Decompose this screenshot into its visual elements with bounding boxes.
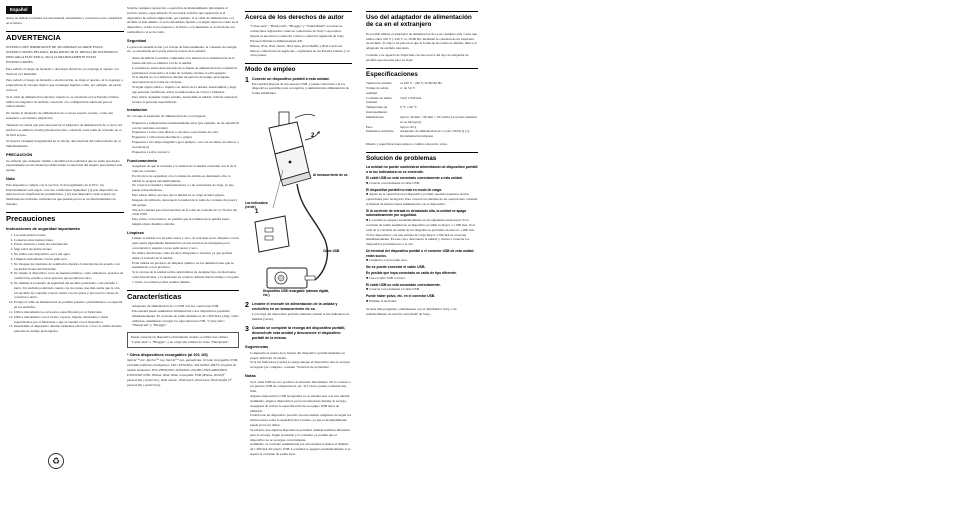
nota-text: Este dispositivo cumple con la sección 15 del reglamento de la FCC. Su funcionamiento está sujeto a las dos condiciones siguientes: (1) este dispositivo no debe provocar interferencias perjudiciales, y (2) este dispositivo debe aceptar las interferencias recibidas, incluidas las que puedan provocar un funcionamiento no deseado. <box>6 182 119 206</box>
list-item: • Para retirar cualquier objeto extraño, desenchufe la unidad. Solicite asistencia técnica al personal especializado. <box>132 95 239 105</box>
step-1-title: Conecte un dispositivo portátil a esta unidad. <box>251 76 330 81</box>
list-item: 9. No elimine el propósito de seguridad del enchufe polarizado o del enchufe a tierra. Un enchufe polarizado cuenta con dos patas, una más ancha que la otra. Un enchufe de conexión a tierra cuenta con dos patas y una tercera clavija de conexión a tierra. <box>14 281 124 300</box>
step-2 <box>245 302 352 324</box>
spec-key: Corriente de salida nominal <box>366 95 392 105</box>
list-item: 11. Utilice únicamente los accesorios especificados por el fabricante. <box>14 310 124 315</box>
usb-problem-heading: No se puede conectar el cable USB. <box>366 265 426 270</box>
list-item: • Antes de utilizar la unidad, compruebe si la tensión de la alimentación de la fuente eléctrica es idéntica a la de la unidad. <box>132 56 239 66</box>
list-item: • Tire de la unidad para desconectarla de la toma de corriente de ca. No tire del cable USB. <box>132 208 239 218</box>
instalacion-intro: No coloque el adaptador de alimentación de ca en lugares: <box>127 114 207 118</box>
list-item: • Expuestos a un campo magnético (por ejemplo, cerca de un imán, un altavoz o un televisor) <box>132 140 239 150</box>
label-tomacorriente: Al tomacorriente de ca <box>313 173 348 178</box>
step-1 <box>245 77 352 99</box>
list-item: 6. Límpielo únicamente con un paño seco. <box>14 257 124 262</box>
advertencia-heading: ADVERTENCIA <box>6 31 124 42</box>
list-item: 10. Proteja el cable de alimentación de posibles pisadas o pinzamientos, en especial en los enchufes. <box>14 300 124 310</box>
language-tab: Español <box>6 6 32 14</box>
list-item: • No utilice disolventes como alcohol, diluyentes o bencina, ya que podrían dañar el acabado de la unidad. <box>132 251 239 261</box>
list-item: • La unidad no estará desconectada de la fuente de alimentación de ca mientras permanezca conectada a la toma de corriente, incluso si está apagada. <box>132 66 239 76</box>
list-item: • Si el cable USB de otro producto es devuelto únicamente. No lo conecte a los puertos USB de computadoras, etc. Si lo hace, puede ocasionar una falla. <box>250 380 352 394</box>
indicator-light-icon <box>289 161 292 164</box>
list-item: • Esta unidad puede suministrar alimentación a dos dispositivos portátiles simultáneamente. Es corriente de salida máxima es de 1 000 mA (1,0A), como utilizarse, suministrar recargar los reproductores USB, "Cyber-shot", "Handycam" y "Bloggie". <box>132 309 239 328</box>
list-item: 1. Lea estas instrucciones. <box>14 233 124 238</box>
spec-value: cc de 5.0 V <box>400 85 416 90</box>
precauciones-heading: Precauciones <box>6 212 124 223</box>
especificaciones-heading: Especificaciones <box>366 68 478 78</box>
nota-heading: Nota <box>6 176 15 182</box>
solucion-intro: La unidad no puede suministrar alimentación al dispositivo portátil o la luz indicadora no se enciende. <box>366 165 478 175</box>
column-1 <box>6 6 124 502</box>
notas-heading: Notas <box>245 373 256 379</box>
problem-solution: ■ Elimine la suciedad. <box>366 299 478 304</box>
list-item: • No conecte la unidad a transformadores o a un convertidor de viaje, ya que puede sobrecalentarse. <box>132 183 239 193</box>
precaucion-heading: PRECAUCIÓN <box>6 152 33 158</box>
uso-extranjero-text: Es posible utilizar el adaptador de alimentación de ca en cualquier país o área que utilice entre 100 V y 240 V ca, 50/60 Hz, mediante la conexión de un adaptador de enchufe. Si viaja a un país en el que la forma de las tomas es distinta, utilice el adaptador de enchufe adecuado. <box>366 31 477 51</box>
limpieza-list <box>127 236 239 284</box>
list-item: • Para retirar daños, procure que la unidad no se caiga ni sufra golpes. <box>132 193 239 198</box>
adapter-bottom-icon <box>255 216 289 252</box>
spec-row <box>366 115 478 125</box>
modo-heading: Modo de empleo <box>245 63 352 73</box>
step-1-text: Esta unidad dispone de dos puertos USB, y puede conectarse a él los dispositivos portátiles para recargarlos y suministrarles alimentación de forma simultánea. <box>251 81 349 96</box>
problem-solution: ■ Conecte correctamente el cable USB. <box>366 287 478 292</box>
list-item: • Después de utilizarlo, desconecte la unidad de la toma de corriente de pared y del equipo. <box>132 198 239 208</box>
specs-table <box>366 81 478 139</box>
problem-solution: ■ Ajuste en la operación en el dispositivo portátil, pueden requerirse ciertas operaciones para recargarlo. Para conocer los detalles de las operaciones, consulte el manual de instrucciones suministrado con el dispositivo. <box>366 192 478 206</box>
uso-extranjero-text-2: Consulte a su agencia de viajes más cercana acerca del tipo de adaptador de enchufe que necesita para su viaje. <box>366 53 469 62</box>
advertencia-p1: Para reducir el riesgo de incendio o descargas eléctricas, no exponga el aparato a la lluvia ni a la humedad. <box>6 66 119 76</box>
list-item: • Asimismo, la corriente suministrada por esta unidad es menor al mínimo de 1 000 mA del puerto USB. La unidad se apagará automáticamente si se supera la corriente de salida total. <box>250 442 352 456</box>
usage-illustration <box>245 100 352 300</box>
seguridad-intro: La placa de identificación y el voltaje de funcionamiento, el consumo de energía, etc. se encuentran en la parte exterior trasera de la unidad. <box>127 44 238 54</box>
list-item: • Expuestos a vibraciones mecánicas o golpes <box>132 135 239 140</box>
spec-row <box>366 86 478 96</box>
spec-row <box>366 105 478 115</box>
adapter-figure <box>245 100 352 300</box>
spec-value: ca 100 V - 240 V, 50 Hz/60 Hz <box>400 81 442 86</box>
label-luz-indicadora: Luz indicadora (verde) <box>245 201 268 209</box>
list-item: 12. Utilice únicamente con el carrito, soporte, trípode, abrazadera o mesa especificados por el fabricante o que se vendan con el dispositivo. <box>14 315 124 325</box>
caracteristicas-heading: Características <box>127 290 239 301</box>
spec-key: Peso <box>366 124 373 129</box>
otros-dispositivos-heading: * Otros dispositivos recargables (al 201 1/9) <box>127 351 208 357</box>
advertencia-p5: Teniendo en cuenta que para desconectar el adaptador de alimentación de ca de la red eléctrica se utiliza la clavija principal de éste, conéctela a una toma de corriente de ca de fácil acceso. <box>6 122 122 137</box>
step-2-number: 2 <box>245 302 249 310</box>
spec-value: Aprox. 65 g <box>400 124 417 129</box>
list-item: 8. No instale el dispositivo cerca de fuentes térmicas, como radiadores, aparatos de calefacción, estufas u otros aparatos que produzcan calor. <box>14 271 124 281</box>
list-item: • Si la carcasa de la unidad recibe salpicaduras de cualquier tipo de disolvente, como insecticidas, y la presionan en contacto durante mucho tiempo con goma o vinilo, el acabado podría resultar dañado. <box>132 270 239 284</box>
list-item: • Si la unidad no va a utilizarse durante un período de tiempo prolongado, desconéctela de la toma de corriente. <box>132 75 239 85</box>
step-2-text: La recarga del dispositivo portátil comienza cuando la luz indicadora se ilumina (verde). <box>251 312 350 322</box>
list-item: 7. No bloquee las aberturas de ventilación. Realice la instalación de acuerdo con las instrucciones del fabricante. <box>14 262 124 272</box>
list-item: • Asegúrese de que la corriente y la tensión de la unidad coincidan con la de la toma de corriente. <box>132 164 239 174</box>
funcionamiento-heading: Funcionamiento <box>127 157 158 163</box>
list-item: • Xperia es una marca comercial o marca comercial registrada de Sony Ericsson Mobile Communications AB. <box>250 34 352 44</box>
final-text: Si tiene más preguntas, comuníquese con el distribuidor Sony o un establecimiento de servicio autorizado de Sony. <box>366 306 457 316</box>
problem-title: El cable USB no está conectado correctamente. <box>366 282 441 287</box>
intro-text: Antes de utilizar la unidad, lea este manual atentamente y consérvelo para consultarlo en el futuro. <box>6 16 123 26</box>
spec-row <box>366 96 478 106</box>
problem-solution: ■ La unidad se apagará automáticamente en las siguientes situaciones: Si la corriente de salida nominal de su dispositivo portátil es mayor a 1 000 mA. Si el total de la corriente de salida de los dispositivos portátiles excede los 1 000 mA. Si dos dispositivos con una entrada de carga mayor a 500 mA se conectan simultáneamente. En este caso, desconecte la unidad y vuelva a conectar los dispositivos portátiles uno a la vez. <box>366 218 478 247</box>
acerca-heading: Acerca de los derechos de autor <box>245 11 352 21</box>
list-item: • Expuestos a polvo excesivo <box>132 150 239 155</box>
instalacion-list <box>127 121 239 155</box>
step-2-title: Levante el enchufe de alimentación de la unidad y enchúfelo en un tomacorriente de ca. <box>251 302 338 312</box>
list-item: 2. Conserve estas instrucciones. <box>14 238 124 243</box>
label-cable-usb: Cable USB <box>323 249 340 254</box>
list-item: • Si advierte que algunos dispositivos portátiles utilizan nombres diferentes para la recarga. Según la tensión y la corriente, es posible que el dispositivo no se recargue correctamente. <box>250 428 352 442</box>
spec-key: Voltaje de salida nominal <box>366 85 389 95</box>
advertencia-p2: Para reducir el riesgo de incendio o electrocución, no moje el aparato, ni lo exponga a salpicaduras ni coloque objetos que contengan líquidos como, por ejemplo, un jarrón sobre él. <box>6 78 123 92</box>
step-1-number: 1 <box>245 76 249 84</box>
spec-value: Adaptador de alimentación de ca (AC-UUD11) (1), Documentación impresa <box>400 129 470 139</box>
list-item: 3. Preste atención a todas las advertencias. <box>14 242 124 247</box>
list-item: • Si la luz indicadora (verde) se apaga aunque el dispositivo aún no se haya recargado por completo, consulte "Solución de problemas". <box>250 360 352 370</box>
list-item: • iPhone, iPod, iPod classic, iPod nano, iPod shuffle y iPod touch son marcas comerciales de Apple Inc., registradas en los Estados Unidos y en otros países. <box>250 44 352 58</box>
spec-row <box>366 129 478 139</box>
problem-solution: ■ Conecte correctamente el cable USB. <box>366 181 478 186</box>
precaucion-text: Se advierte que cualquier cambio o modificación realizados que no estén aprobados expresamente en este manual podrían anular la autoridad del usuario para utilizar este equipo. <box>6 158 123 173</box>
spec-key: Elementos incluidos <box>366 129 394 134</box>
problem-title: Es posible que haya conectado un cable de tipo diferente. <box>366 271 457 276</box>
solucion-heading: Solución de problemas <box>366 152 478 162</box>
figure-callout-2: 2 <box>311 133 315 140</box>
problem-title: El cable USB no está conectado correctamente a esta unidad. <box>366 176 463 181</box>
funcionamiento-list <box>127 164 239 227</box>
otros-dispositivos-text: Xperia™ arc, Xperia™ ray, Xperia™ neo, gamalienta. Si hubo recargables USB, incluidos teléfonos inteligentes: DSC-TX10/DSC-WX10/DSC-HX7V, sin pilas de modos manuales: DSC-HX9V/DSC-WX9/DSC-TX100V, NWZ-A860/NWZ-E450/NWZ-S760. iPhone, iPod, iPad, recargable USB (iPhone, iPod (6ª generación y posterior), iPod classic, iPod touch, iPod nano, iPod shuffle (3ª generación y posterior)). <box>127 358 238 387</box>
problem-title: Puede haber polvo, etc. en el conector USB. <box>366 294 436 299</box>
list-item: • Evite utilizar un producto de limpieza químico en las inmediaciones que se suministran con el producto. <box>132 261 239 271</box>
list-item: • Por motivos de seguridad, si la corriente de entrada es demasiado alta, la unidad se apagará automáticamente. <box>132 174 239 184</box>
list-item: 5. No utilice este dispositivo cerca del agua. <box>14 252 124 257</box>
step-3-number: 3 <box>245 325 249 333</box>
spec-key: Dimensiones <box>366 114 384 119</box>
column-3 <box>245 6 352 502</box>
list-item: • Expuestos a la luz solar directa o cercanos a una fuente de calor <box>132 130 239 135</box>
list-item: • Compruebe el estado de la batería del dispositivo portátil mediante su propio indicador de estado. <box>250 351 352 361</box>
problem-title: Un terminal del dispositivo portátil o el conector USB de esta unidad están sucios. <box>366 249 474 258</box>
list-item: • Limpie la unidad con un paño suave y seco. Si está muy sucia, límpiela con un paño suave ligeramente humedecido en una solución de detergente poco concentrada y séquela con un paño suave y seco. <box>132 236 239 250</box>
problem-title: El dispositivo portátil no está en modo de carga. <box>366 187 443 192</box>
spec-key: Tensión de entrada <box>366 81 392 86</box>
instrucciones-heading: Instrucciones de seguridad importantes <box>6 226 80 232</box>
list-item: • Si algún objeto sólido o líquido cae dentro de la unidad, desenchúfela y haga que personal cualificado revise la unidad antes de volver a utilizarla. <box>132 85 239 95</box>
spec-value: 0 °C a 40 °C <box>400 105 418 110</box>
list-item: • "Cyber-shot", "Handycam", "Bloggie" y "WALKMAN" son marcas comerciales registradas o marcas comerciales de Sony Corporation. <box>250 24 352 34</box>
problem-title: Si la corriente de entrada es demasiado alta, la unidad se apaga automáticamente por seguridad. <box>366 208 467 218</box>
list-item: • Para evitar cortocircuitos, no permita que el terminal de la unidad toque ningún objeto metálico extraño. <box>132 217 239 227</box>
problem-solution: ■ Límpielos con un paño seco. <box>366 258 478 263</box>
label-dispositivo: Dispositivo USB recargable (cámara digital, etc.) <box>263 289 330 297</box>
seguridad-list <box>127 56 239 104</box>
uso-extranjero-heading: Uso del adaptador de alimentación de ca en el extranjero <box>366 11 478 29</box>
seguridad-heading: Seguridad <box>127 37 147 43</box>
advertencia-caps: INSTRUCCIÓN IMPORTANTE DE SEGURIDAD GUARDE ESTAS INSTRUCCIONES PELIGRO: PARA REDUCIR EL RIESGO DE INCENDIO O DESCARGA ELÉCTRICA, SIGA CUIDADOSAMENTE ESTAS INSTRUCCIONES <box>6 45 118 64</box>
figure-callout-1: 1 <box>255 209 259 216</box>
spec-value: Total 1 000 mA <box>400 95 422 100</box>
column-4 <box>366 6 478 502</box>
list-item: • Adaptador de alimentación de ca USB con dos conectores USB. <box>132 304 239 309</box>
list-item: • Expuestos a temperaturas extremadamente altas (por ejemplo, en un automóvil con las ventanas cerradas) <box>132 121 239 131</box>
sugerencias-list <box>245 351 352 370</box>
usb-cable-icon <box>297 184 327 280</box>
instrucciones-list <box>6 233 124 334</box>
instalacion-heading: Instalación <box>127 107 148 113</box>
recycle-icon: ♻ <box>48 453 64 469</box>
sugerencias-heading: Sugerencias <box>245 344 269 350</box>
advertencia-p4: No instale el adaptador de alimentación de ca en un espacio cerrado, como una estantería o un armario empotrado. <box>6 111 113 121</box>
list-item: • Algunos dispositivos USB recargables no se pueden usar con esta unidad. Asimismo, algunos dispositivos provocan funciones durante la recarga. Asegúrese de revisar la especificación de su equipo USB antes de utilizarlo. <box>250 394 352 413</box>
advertencia-p3: Si el cable de alimentación eléctrica cuando no se encuentre en los Estados Unidos, utilice un adaptador de enchufe conectado a la configuración adecuada para el tomacorriente. <box>6 94 120 109</box>
column-2 <box>127 6 239 502</box>
tip-box: Puede conectar un dispositivo únicamente cuando se utilice una cámara "Cyber-shot" o "Bloggie", o en carga una cámara de video "Handycam". <box>127 332 239 348</box>
problem-solution: ■ Use el cable USB correcto. <box>366 276 478 281</box>
list-item: 4. Siga todas las instrucciones. <box>14 247 124 252</box>
step-3-title: Cuando se complete la recarga del dispositivo portátil, desenchufe esta unidad y desconecte el dispositivo portátil de la misma. <box>251 325 346 341</box>
notas-list <box>245 380 352 457</box>
list-item: • Cuando use un dispositivo portátil con esta unidad, asegúrese de seguir las instrucciones sobre la seguridad de la batería, ya que el incumplimiento puede provocar daños. <box>250 413 352 427</box>
specs-note: Diseño y especificaciones sujetos a cambio sin previo aviso. <box>366 141 448 146</box>
spec-key: Temperatura de funcionamiento <box>366 105 388 115</box>
list-item: 13. Desenchufe el dispositivo durante tormentas eléctricas o si no lo utiliza durante períodos de tiempo prolongados. <box>14 324 124 334</box>
spec-value: Aprox. 56 mm × 66 mm × 19,5 mm (Las partes salientes no se incluyen) <box>400 114 477 124</box>
step-3 <box>245 326 352 341</box>
limpieza-heading: Limpieza <box>127 229 144 235</box>
advertencia-p6: Si observa cualquier irregularidad en la clavija, desconéctela del tomacorriente de ca inmediatamente. <box>6 139 121 149</box>
acerca-list <box>245 24 352 58</box>
caracteristicas-list <box>127 304 239 328</box>
mantenimiento-text: Solicite cualquier reparación o operación de mantenimiento únicamente al servicio técnico especializado. Es necesario solicitar una reparación si el dispositivo ha sufrido algún daño, por ejemplo, si el cable de alimentación o el enchufe se han dañado, si se ha derramado líquido o si algún objeto ha caído en el dispositivo, si éste se ha expuesto a la lluvia o a la humedad, si no funciona con normalidad o si se ha caído. <box>127 6 239 35</box>
